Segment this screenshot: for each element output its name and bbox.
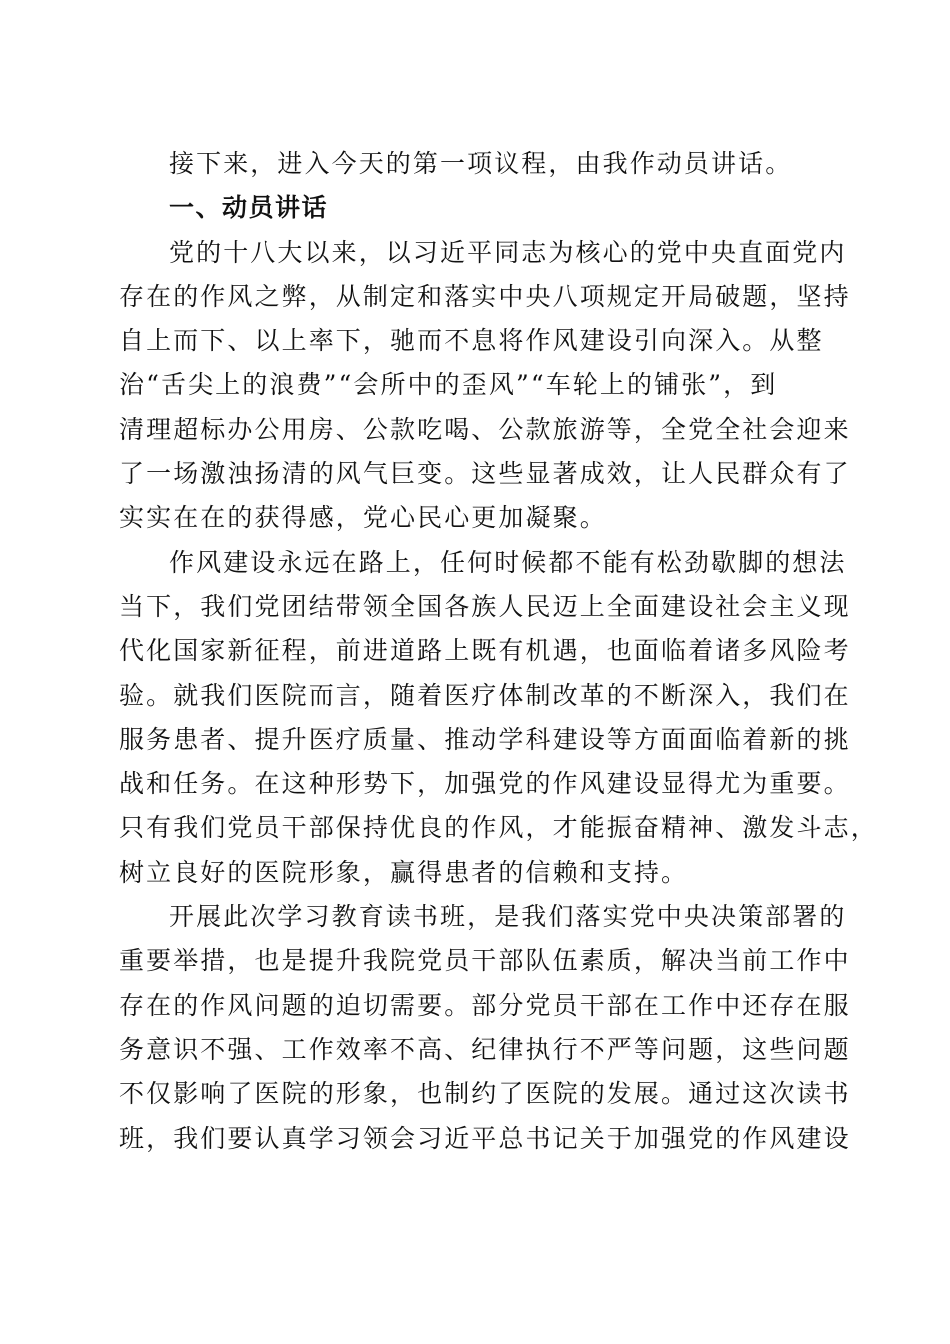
paragraph-line: 存在的作风问题的迫切需要。部分党员干部在工作中还存在服: [119, 990, 851, 1020]
paragraph-line: 重要举措，也是提升我院党员干部队伍素质，解决当前工作中: [119, 946, 851, 976]
paragraph-3: [119, 895, 851, 1161]
paragraph-line: 当下，我们党团结带领全国各族人民迈上全面建设社会主义现: [119, 591, 851, 621]
paragraph-line: 班，我们要认真学习领会习近平总书记关于加强党的作风建设: [119, 1123, 851, 1153]
paragraph-line: 党的十八大以来，以习近平同志为核心的党中央直面党内: [169, 237, 847, 267]
paragraph-line: 清理超标办公用房、公款吃喝、公款旅游等，全党全社会迎来: [119, 414, 851, 444]
paragraph-line: 服务患者、提升医疗质量、推动学科建设等方面面临着新的挑: [119, 724, 851, 754]
paragraph-line: 不仅影响了医院的形象，也制约了医院的发展。通过这次读书: [119, 1079, 851, 1109]
paragraph-line: 开展此次学习教育读书班，是我们落实党中央决策部署的: [169, 902, 847, 932]
section-heading: 一、动员讲话: [169, 193, 329, 223]
document-body: [119, 142, 878, 1161]
paragraph-line: 实实在在的获得感，党心民心更加凝聚。: [119, 503, 607, 533]
paragraph-line: 只有我们党员干部保持优良的作风，才能振奋精神、激发斗志，: [119, 813, 878, 843]
paragraph-line: 代化国家新征程，前进道路上既有机遇，也面临着诸多风险考: [119, 636, 851, 666]
paragraph-line: 了一场激浊扬清的风气巨变。这些显著成效，让人民群众有了: [119, 459, 851, 489]
paragraph-line: 作风建设永远在路上，任何时候都不能有松劲歇脚的想法: [169, 547, 847, 577]
intro-line: [119, 142, 831, 186]
paragraph-line: 树立良好的医院形象，赢得患者的信赖和支持。: [119, 857, 689, 887]
paragraph-2: [119, 541, 878, 895]
paragraph-line: 战和任务。在这种形势下，加强党的作风建设显得尤为重要。: [119, 769, 851, 799]
paragraph-1: [119, 231, 851, 541]
paragraph-line: 务意识不强、工作效率不高、纪律执行不严等问题，这些问题: [119, 1034, 851, 1064]
paragraph-line: 存在的作风之弊，从制定和落实中央八项规定开局破题，坚持: [119, 281, 851, 311]
paragraph-line: 自上而下、以上率下，驰而不息将作风建设引向深入。从整: [119, 326, 824, 356]
intro-line-text: 接下来，进入今天的第一项议程，由我作动员讲话。: [169, 149, 793, 178]
paragraph-line: 验。就我们医院而言，随着医疗体制改革的不断深入，我们在: [119, 680, 851, 710]
paragraph-line: 治“舌尖上的浪费”“会所中的歪风”“车轮上的铺张”，到: [119, 370, 778, 400]
